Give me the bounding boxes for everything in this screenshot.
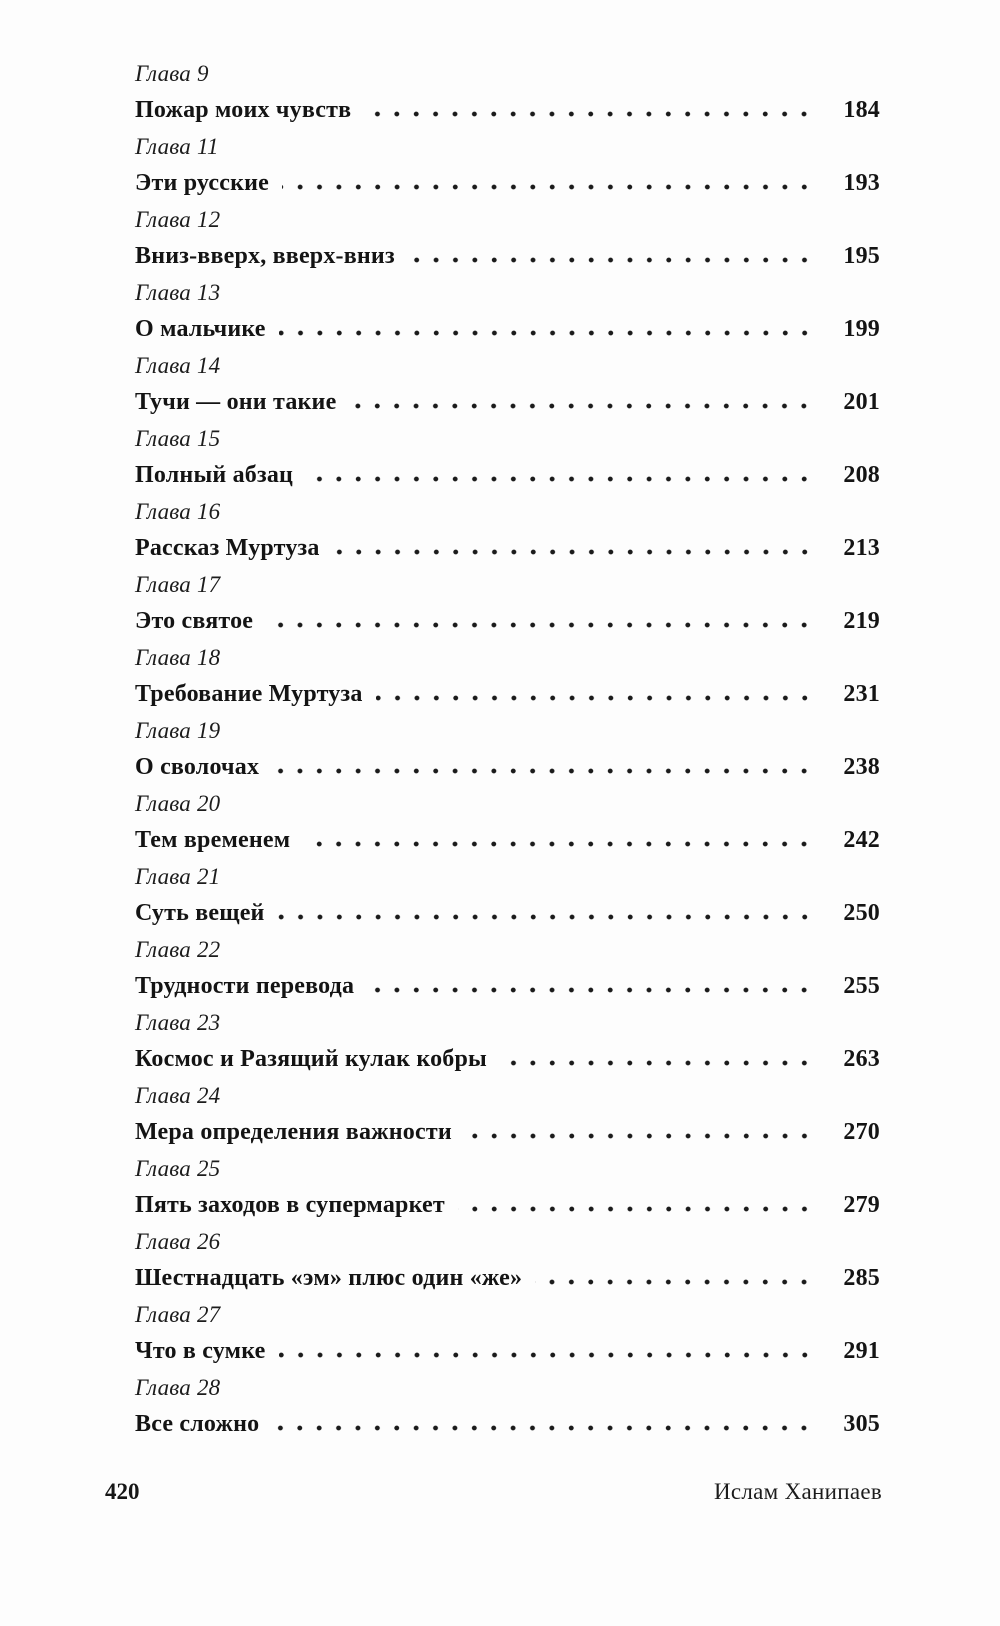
toc-title-row (135, 1041, 880, 1078)
toc-chapter-label: Глава 25 (135, 1156, 221, 1181)
toc-title-row (135, 238, 880, 275)
toc-entry (135, 421, 880, 494)
toc-title-row (135, 384, 880, 421)
toc-entry-page-number: 250 (843, 900, 880, 926)
toc-entry-page-number: 208 (843, 462, 880, 488)
toc-entry (135, 859, 880, 932)
toc-title-row (135, 749, 880, 786)
toc-entry-page-number: 213 (843, 535, 880, 561)
toc-entry (135, 56, 880, 129)
toc-entry-page-number: 231 (843, 681, 880, 707)
toc-entry (135, 640, 880, 713)
dot-leader (500, 1060, 814, 1066)
dot-leader (272, 1425, 814, 1431)
toc-entry (135, 1297, 880, 1370)
dot-leader (408, 257, 814, 263)
toc-entry-title: Суть вещей (135, 900, 265, 926)
toc-entry (135, 1151, 880, 1224)
toc-entry-page-number: 238 (843, 754, 880, 780)
toc-chapter-label: Глава 9 (135, 61, 209, 86)
toc-entry (135, 932, 880, 1005)
toc-entry-page-number: 270 (843, 1119, 880, 1145)
toc-entry-title: Мера определения важности (135, 1119, 452, 1145)
toc-chapter-label: Глава 11 (135, 134, 219, 159)
toc-entry-title: Полный абзац (135, 462, 294, 488)
toc-entry-page-number: 242 (843, 827, 880, 853)
toc-chapter-label: Глава 19 (135, 718, 221, 743)
toc-entry-title: О мальчике (135, 316, 266, 342)
toc-title-row (135, 311, 880, 348)
toc-chapter-label: Глава 18 (135, 645, 221, 670)
toc-entry-page-number: 184 (843, 97, 880, 123)
toc-entry-page-number: 255 (843, 973, 880, 999)
toc-entry-title: Трудности перевода (135, 973, 355, 999)
toc-entry-page-number: 305 (843, 1411, 880, 1437)
toc-title-row (135, 457, 880, 494)
toc-entry-page-number: 193 (843, 170, 880, 196)
dot-leader (282, 184, 814, 190)
toc-entry-title: О сволочах (135, 754, 260, 780)
toc-entry-title: Это святое (135, 608, 254, 634)
toc-chapter-label: Глава 13 (135, 280, 221, 305)
dot-leader (465, 1133, 814, 1139)
toc-title-row (135, 1333, 880, 1370)
table-of-contents (135, 56, 880, 1443)
toc-entry (135, 129, 880, 202)
toc-entry-title: Что в сумке (135, 1338, 266, 1364)
toc-title-row (135, 603, 880, 640)
toc-entry-page-number: 263 (843, 1046, 880, 1072)
dot-leader (333, 549, 814, 555)
footer-author-name: Ислам Ханипаев (713, 1479, 882, 1504)
toc-chapter-label: Глава 28 (135, 1375, 221, 1400)
toc-entry (135, 786, 880, 859)
toc-title-row (135, 676, 880, 713)
dot-leader (306, 476, 814, 482)
toc-entry-title: Тем временем (135, 827, 291, 853)
toc-title-row (135, 895, 880, 932)
toc-chapter-label: Глава 24 (135, 1083, 221, 1108)
toc-title-row (135, 530, 880, 567)
toc-entry (135, 567, 880, 640)
toc-chapter-label: Глава 17 (135, 572, 221, 597)
toc-title-row (135, 1187, 880, 1224)
toc-title-row (135, 822, 880, 859)
toc-entry-page-number: 195 (843, 243, 880, 269)
toc-chapter-label: Глава 14 (135, 353, 221, 378)
toc-entry-page-number: 201 (843, 389, 880, 415)
toc-entry-title: Эти русские (135, 170, 270, 196)
toc-entry-title: Рассказ Муртуза (135, 535, 320, 561)
toc-chapter-label: Глава 27 (135, 1302, 221, 1327)
toc-entry (135, 1370, 880, 1443)
toc-entry (135, 1078, 880, 1151)
dot-leader (535, 1279, 814, 1285)
dot-leader (272, 768, 814, 774)
dot-leader (303, 841, 814, 847)
toc-entry-title: Пять заходов в супермаркет (135, 1192, 445, 1218)
dot-leader (376, 695, 814, 701)
toc-entry (135, 348, 880, 421)
footer-page-number: 420 (105, 1479, 140, 1504)
toc-title-row (135, 92, 880, 129)
dot-leader (279, 1352, 815, 1358)
dot-leader (266, 622, 814, 628)
toc-chapter-label: Глава 16 (135, 499, 221, 524)
toc-entry-title: Шестнадцать «эм» плюс один «же» (135, 1265, 523, 1291)
toc-chapter-label: Глава 15 (135, 426, 221, 451)
toc-entry-page-number: 285 (843, 1265, 880, 1291)
toc-entry-page-number: 291 (843, 1338, 880, 1364)
dot-leader (279, 330, 814, 336)
toc-entry-title: Вниз-вверх, вверх-вниз (135, 243, 395, 269)
toc-chapter-label: Глава 12 (135, 207, 221, 232)
toc-entry-page-number: 199 (843, 316, 880, 342)
toc-entry (135, 1005, 880, 1078)
toc-title-row (135, 1406, 880, 1443)
toc-entry (135, 713, 880, 786)
toc-entry-title: Все сложно (135, 1411, 260, 1437)
dot-leader (349, 403, 814, 409)
toc-title-row (135, 968, 880, 1005)
toc-entry-page-number: 279 (843, 1192, 880, 1218)
toc-title-row (135, 1260, 880, 1297)
toc-chapter-label: Глава 20 (135, 791, 221, 816)
toc-entry (135, 494, 880, 567)
toc-title-row (135, 165, 880, 202)
toc-chapter-label: Глава 23 (135, 1010, 221, 1035)
toc-chapter-label: Глава 22 (135, 937, 221, 962)
toc-title-row (135, 1114, 880, 1151)
toc-chapter-label: Глава 26 (135, 1229, 221, 1254)
toc-chapter-label: Глава 21 (135, 864, 221, 889)
toc-entry (135, 275, 880, 348)
toc-entry (135, 1224, 880, 1297)
toc-entry-title: Требование Муртуза (135, 681, 363, 707)
toc-entry-title: Тучи — они такие (135, 389, 337, 415)
dot-leader (458, 1206, 814, 1212)
toc-entry-title: Пожар моих чувств (135, 97, 352, 123)
toc-entry (135, 202, 880, 275)
toc-entry-page-number: 219 (843, 608, 880, 634)
page-footer (105, 1477, 882, 1507)
dot-leader (364, 111, 814, 117)
dot-leader (367, 987, 814, 993)
dot-leader (278, 914, 814, 920)
toc-entry-title: Космос и Разящий кулак кобры (135, 1046, 487, 1072)
